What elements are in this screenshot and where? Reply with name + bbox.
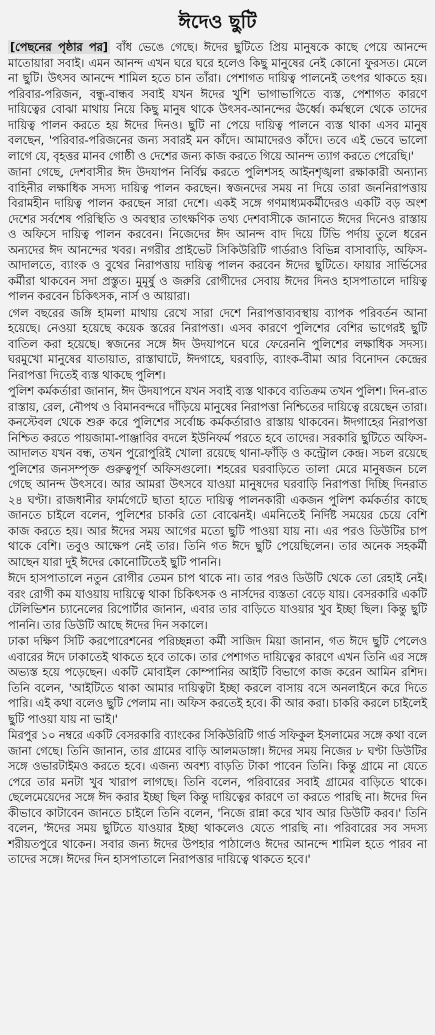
article-paragraph-6: ঢাকা দক্ষিণ সিটি করপোরেশনের পরিচ্ছন্নতা কর্মী সাজিদ মিয়া জানান, গত ঈদে ছুটি পেলেও এবারের ঈদে ঢাকাতেই থাকতে হবে তাকে। তার পেশাগত দায়িত্বের কারণে এখন তিনি এর সঙ্গে অভ্যস্ত হয়ে পড়েছেন। একটি মোবাইল কোম্পানির আইটি বিভাগে কাজ করেন আমিন রশিদ। তিনি বলেন, 'আইটিতে থাকা আমার দায়িত্বটা ইচ্ছা করলে বাসায় বসে অনলাইনে করে দিতে পারি। এই কথা বলেও ছুটি পেলাম না। অফিস করতেই হবে। কী আর করা। চাকরি করলে চাইলেই ছুটি পাওয়া যায় না ভাই।' xyxy=(8,634,427,726)
article-body xyxy=(8,40,427,868)
article-paragraph-3: গেল বছরের জঙ্গি হামলা মাথায় রেখে সারা দেশে নিরাপত্তাব্যবস্থায় ব্যাপক পরিবর্তন আনা হয়েছে। নেওয়া হয়েছে কয়েক স্তরের নিরাপত্তা। এসব কারণে পুলিশের বেশির ভাগেরই ছুটি বাতিল করা হয়েছে। স্বজনের সঙ্গে ঈদ উদযাপনে ঘরে ফেরেননি পুলিশের লক্ষাধিক সদস্য। ঘরমুখো মানুষের যাতায়াত, রাস্তাঘাটে, ঈদগাহে, ঘরবাড়ি, ব্যাংক-বীমা আর বিনোদন কেন্দ্রের নিরাপত্তা দিতেই ব্যস্ত থাকছে পুলিশ। xyxy=(8,305,427,382)
article-paragraph-4: পুলিশ কর্মকর্তারা জানান, ঈদ উদযাপনে যখন সবাই ব্যস্ত থাকবে ব্যতিক্রম তখন পুলিশ। দিন-রাত রাস্তায়, রেল, নৌপথ ও বিমানবন্দরে দাঁড়িয়ে মানুষের নিরাপত্তা নিশ্চিতের দায়িত্বে রয়েছেন তারা। কনস্টেবল থেকে শুরু করে পুলিশের সর্বোচ্চ কর্মকর্তারাও রাস্তায় থাকবেন। ঈদগাহের নিরাপত্তা নিশ্চিত করতে পায়জামা-পাঞ্জাবির বদলে ইউনিফর্ম পরতে হবে তাদের। সরকারি ছুটিতে অফিস-আদালত যখন বন্ধ, তখন পুরোপুরিই খোলা রয়েছে থানা-ফাঁড়ি ও কন্ট্রোল কেন্দ্র। সচল রয়েছে পুলিশের জনসম্পৃক্ত গুরুত্বপূর্ণ অফিসগুলো। শহরের ঘরবাড়িতে তালা মেরে মানুষজন চলে গেছে আনন্দ উৎসবে। আর আমরা উৎসবে যাওয়া মানুষদের ঘরবাড়ি নিরাপত্তা দিচ্ছি দিনরাত ২৪ ঘণ্টা। রাজধানীর ফার্মগেটে ছাতা হাতে দায়িত্ব পালনকারী একজন পুলিশ কর্মকর্তার কাছে জানতে চাইলে বলেন, পুলিশের চাকরি তো বোঝেনই। এমনিতেই নির্দিষ্ট সময়ের চেয়ে বেশি কাজ করতে হয়। আর ঈদের সময় আগের মতো ছুটি পাওয়া যায় না। এর পরও ডিউটির চাপ থাকে বেশি। তবুও আক্ষেপ নেই তার। তিনি গত ঈদে ছুটি পেয়েছিলেন। তার অনেক সহকর্মী আছেন যারা দুই ঈদের কোনোটিতেই ছুটি পাননি। xyxy=(8,384,427,569)
article-paragraph-2: জানা গেছে, দেশবাসীর ঈদ উদযাপন নির্বিঘ্ন করতে পুলিশসহ আইনশৃঙ্খলা রক্ষাকারী অন্যান্য বাহিনীর লক্ষাধিক সদস্য দায়িত্ব পালন করছেন। স্বজনদের সময় না দিয়ে তারা জননিরাপত্তায় বিরামহীন দায়িত্ব পালন করছেন সারা দেশে। একই সঙ্গে গণমাধ্যমকর্মীদেরও একটি বড় অংশ দেশের সর্বশেষ পরিস্থিতি ও অবস্থার তাৎক্ষণিক তথ্য দেশবাসীকে জানাতে ঈদের দিনেও রাস্তায় ও অফিসে দায়িত্ব পালন করবেন। নিজেদের ঈদ আনন্দ বাদ দিয়ে টিভি পর্দায় তুলে ধরেন অন্যদের ঈদ আনন্দের খবর। নগরীর প্রাইভেট সিকিউরিটি গার্ডরাও বিভিন্ন বাসাবাড়ি, অফিস-আদালতে, ব্যাংক ও বুথের নিরাপত্তায় দায়িত্ব পালন করবেন ঈদের ছুটিতে। ফায়ার সার্ভিসের কর্মীরা থাকবেন সদা প্রস্তুত। মুমূর্ষু ও জরুরি রোগীদের সেবায় ঈদের দিনও হাসপাতালে দায়িত্ব পালন করবেন চিকিৎসক, নার্স ও আয়ারা। xyxy=(8,165,427,303)
continued-label: [পেছনের পৃষ্ঠার পর] xyxy=(10,40,108,54)
article-paragraph-7: মিরপুর ১০ নম্বরে একটি বেসরকারি ব্যাংকের সিকিউরিটি গার্ড সফিকুল ইসলামের সঙ্গে কথা বলে জানা গেছে। তিনি জানান, তার গ্রামের বাড়ি আলমডাঙ্গা। ঈদের সময় নিজের ৮ ঘণ্টা ডিউটির সঙ্গে ওভারটাইমও করতে হবে। এজন্য অবশ্য বাড়তি টাকা পাবেন তিনি। কিন্তু গ্রামে না যেতে পেরে তার মনটা খুব খারাপ লাগছে। তিনি বলেন, পরিবারের সবাই গ্রামের বাড়িতে থাকে। ছেলেমেয়েদের সঙ্গে ঈদ করার ইচ্ছা ছিল কিন্তু দায়িত্বের কারণে তা করতে পারছি না। ঈদের দিন কীভাবে কাটাবেন জানতে চাইলে তিনি বলেন, 'নিজে রান্না করে খাব আর ডিউটি করব।' তিনি বলেন, 'ঈদের সময় ছুটিতে যাওয়ার ইচ্ছা থাকলেও যেতে পারছি না। পরিবারের সব সদস্য শরীয়তপুরে থাকেন। সবার জন্য ঈদের উপহার পাঠালেও ঈদের আনন্দে শামিল হতে পারব না তাদের সঙ্গে। ঈদের দিন হাসপাতালে নিরাপত্তার দায়িত্বে থাকতে হবে।' xyxy=(8,728,427,866)
article-paragraph-1 xyxy=(8,40,427,164)
article-paragraph-5: ঈদে হাসপাতালে নতুন রোগীর তেমন চাপ থাকে না। তার পরও ডিউটি থেকে তো রেহাই নেই। বরং রোগী কম যাওয়ায় দায়িত্বে থাকা চিকিৎসক ও নার্সদের ব্যস্ততা বেড়ে যায়। বেসরকারি একটি টেলিভিশন চ্যানেলের রিপোর্টার জানান, এবার তার বাড়িতে যাওয়ার খুব ইচ্ছা ছিল। কিন্তু ছুটি পাননি। তার ডিউটি আছে ঈদের দিন সকালে। xyxy=(8,571,427,632)
paragraph-text: বাঁধ ভেঙে গেছে। ঈদের ছুটিতে প্রিয় মানুষকে কাছে পেয়ে আনন্দে মাতোয়ারা সবাই। এমন আনন্দ এখন ঘরে ঘরে হলেও কিছু মানুষের নেই কোনো ফুরসত। মেলে না ছুটি। উৎসব আনন্দে শামিল হতে চান তাঁরা। পেশাগত দায়িত্ব পালনেই তৎপর থাকতে হয়। পরিবার-পরিজন, বন্ধু-বান্ধব সবাই যখন ঈদের খুশি ভাগাভাগিতে ব্যস্ত, পেশাগত কারণে দায়িত্বের বোঝা মাথায় নিয়ে কিছু মানুষ থাকে উৎসব-আনন্দের ঊর্ধ্বে। কর্মস্থলে থেকে তাদের দায়িত্ব পালন করতে হয় ঈদের দিনও। ছুটি না পেয়ে দায়িত্ব পালনে ব্যস্ত থাকা এসব মানুষ বলছেন, 'পরিবার-পরিজনের জন্য সবারই মন কাঁদে। আমাদেরও কাঁদে। তবে এই ভেবে ভালো লাগে যে, বৃহত্তর মানব গোষ্ঠী ও দেশের জন্য কাজ করতে গিয়ে আনন্দ ত্যাগ করতে পেরেছি।' xyxy=(8,40,427,163)
article-headline: ঈদেও ছুটি xyxy=(178,11,257,33)
